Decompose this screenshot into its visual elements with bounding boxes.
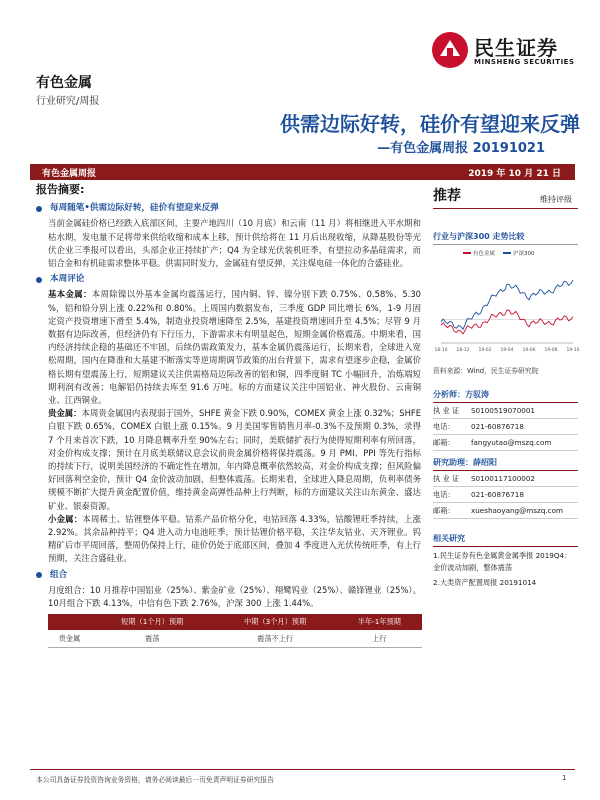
header-bar	[30, 164, 575, 180]
brand-logo	[430, 30, 580, 74]
assistant-heading: 研究助理：薛绍阳	[433, 457, 578, 471]
table-cell: 上行	[337, 630, 422, 648]
paragraph-text: 本周除镍以外基本金属均震荡运行，国内铜、锌、镍分别下跌 0.75%、0.58%、5.30 %，铝和铅分别上涨 0.22%和 0.80%。上周国内数据发布，三季度 GDP 同比增长 6%，1-9 月固定资产投资增速下滑至 5.4%，制造业投资增速降至 2.5%，基建投资增速回升至 4.5%；尽管 9 月数据有边际改善，但经济仍有下行压力，下游需求未有明显起色，短期金属价格震荡。中期来看，国内经济持续企稳的基础还不牢固，后续仍需政策发力，基本金属仍震荡运行，长期来看，全球进入宽松周期，国内在降准和大基建不断落实等逆周期调节政策的出台背景下，需求有望逐步企稳，金属价格长期有望震荡上行，短期建议关注供需格局边际改善的铝和铜，四季度铜 TC 小幅回升，冶炼端短期利润有改善；电解铝仍持续去库至 91.6 万吨。标的方面建议关注中国铝业、神火股份、云南铜业、江西铜业。	[48, 289, 421, 406]
table-header: 中期（3个月）预期	[214, 614, 337, 629]
chart-source: 资料来源：Wind，民生证券研究院	[433, 367, 539, 375]
table-cell: 贵金属	[48, 630, 91, 648]
table-row	[48, 630, 422, 648]
info-row	[433, 487, 578, 503]
page-number: 1	[562, 774, 567, 782]
chart-title: 行业与沪深300 走势比较	[433, 231, 578, 245]
paragraph	[48, 513, 421, 566]
paragraph-text: 本周贵金属国内表现弱于国外，SHFE 黄金下跌 0.90%，COMEX 黄金上涨 0.32%；SHFE 白银下跌 0.65%，COMEX 白银上涨 0.15%。9 月美国零售销售月率-0.3%不及预期 0.3%，录得 7 个月来首次下跌，10 月降息概率升至 90%左右；同时，美联储扩表行为使得短期利率有所回落，对金价构成支撑；预计在月底美联储议息会议前贵金属价格将保持震荡。9 月 PMI、PPI 等先行指标的持续下行，说明美国经济的不确定性在增加，年内降息概率依然较高，对金价构成支撑；但风险偏好回落利空金价，预计 Q4 金价波动加剧，但整体震荡。长期来看，全球进入降息周期，负利率债务规模不断扩大提升黄金配置价值，维持黄金高弹性品种上行判断，标的方面建议关注山东黄金、盛达矿业、银泰资源。	[48, 408, 421, 511]
bullet-icon	[36, 206, 42, 212]
paragraph-text: 月度组合：10 月推荐中国铝业（25%）、紫金矿业（25%）、翔鹭钨业（25%）、赣锋锂业（25%）。10月组合下跌 4.13%，中信有色下跌 2.76%，沪深 300 上涨 1.44%。	[48, 584, 421, 609]
section-heading-text: 每周随笔•供需边际好转，硅价有望迎来反弹	[50, 203, 219, 214]
report-category: 行业研究/周报	[36, 96, 100, 107]
info-row	[433, 471, 578, 487]
related-heading: 相关研究	[433, 533, 578, 547]
table-header	[48, 614, 91, 629]
paragraph	[48, 288, 421, 407]
related-report-link[interactable]: 1.民生证券有色金属黄金属季报 2019Q4：金价波动加剧，整体震荡	[433, 551, 572, 572]
info-key: 执 业 证	[433, 474, 460, 483]
legend-label: 沪深300	[513, 251, 535, 257]
section-heading-text: 本周评论	[50, 274, 85, 285]
legend-swatch	[503, 252, 511, 254]
x-tick-label: 19-02	[478, 348, 492, 353]
info-key: 邮箱：	[433, 506, 455, 515]
table-header-row	[48, 614, 422, 629]
report-series: 有色金属周报	[42, 169, 97, 179]
info-row	[433, 403, 578, 419]
trend-chart	[433, 247, 578, 355]
recommendation: 推荐	[433, 188, 461, 204]
legend-item	[503, 249, 535, 257]
report-date: 2019 年 10 月 21 日	[468, 169, 561, 179]
footer-disclaimer: 本公司具备证券投资咨询业务资格，请务必阅读最后一页免责声明证券研究报告	[36, 776, 274, 784]
paragraph-lead: 贵金属：	[48, 408, 82, 419]
paragraph	[48, 584, 421, 610]
legend-item	[463, 249, 495, 257]
bullet-icon	[36, 277, 42, 283]
legend-label: 有色金属	[473, 251, 496, 257]
rating-label: 维持评级	[540, 195, 572, 204]
section-heading	[36, 202, 421, 215]
bullet-icon	[36, 572, 42, 578]
paragraph-lead: 小金属：	[48, 513, 83, 524]
info-key: 执 业 证	[433, 406, 460, 415]
outlook-table	[48, 614, 422, 647]
info-value: S0100117100002	[471, 474, 536, 483]
x-tick-label: 19-10	[566, 348, 580, 353]
x-tick-label: 19-08	[544, 348, 558, 353]
email-link[interactable]: fangyutao@mszq.com	[471, 438, 552, 447]
chart-container	[433, 247, 578, 355]
industry-label: 有色金属	[36, 75, 92, 91]
paragraph-lead: 基本金属：	[48, 289, 92, 300]
info-key: 电话：	[433, 422, 455, 431]
x-tick-label: 19-06	[522, 348, 536, 353]
section-heading	[36, 273, 421, 286]
x-tick-label: 19-04	[500, 348, 514, 353]
paragraph-text: 当前金属硅价格已经跌入底部区间，主要产地四川（10 月底）和云南（11 月）将相继进入平水期和枯水期，发电量不足将带来供给收缩和成本上移，预计供给将在 11 月后出现收缩，从降基股份等光伏企业三季报可以看出，头部企业正持续扩产；Q4 为全球光伏装机旺季，有望拉动多晶硅需求，而铝合金和有机硅需求整体平稳。供需同时发力，金属硅有望反弹，关注煤电硅一体化的合盛硅业。	[48, 218, 421, 269]
x-tick-label: 18-12	[456, 348, 470, 353]
report-subtitle: —有色金属周报 20191021	[377, 141, 545, 156]
related-report-link[interactable]: 2.大类资产配置周报 20191014	[433, 578, 537, 587]
report-title: 供需边际好转，硅价有望迎来反弹	[280, 112, 580, 136]
email-link[interactable]: xueshaoyang@mszq.com	[471, 506, 564, 515]
table-header: 短期（1个月）预期	[91, 614, 214, 629]
summary-column	[36, 183, 421, 648]
info-value: S0100519070001	[471, 406, 536, 415]
x-tick-label: 18-10	[434, 348, 448, 353]
brand-mark-icon	[430, 30, 470, 70]
table-header: 半年-1年预期	[337, 614, 422, 629]
chart-legend	[463, 249, 535, 257]
table-cell: 震荡不上行	[214, 630, 337, 648]
info-key: 电话：	[433, 490, 455, 499]
info-row	[433, 503, 578, 519]
summary-title: 报告摘要:	[36, 183, 85, 196]
section-heading-text: 组合	[50, 569, 68, 580]
series-line	[441, 310, 573, 334]
info-row	[433, 435, 578, 451]
brand-name: 民生证券	[474, 36, 558, 60]
info-row	[433, 419, 578, 435]
info-value: 021-60876718	[471, 422, 524, 431]
recommendation-row	[433, 185, 578, 209]
table-cell: 震荡	[91, 630, 214, 648]
analyst-heading: 分析师：方驭涛	[433, 389, 578, 403]
sidebar-column	[433, 185, 578, 589]
paragraph	[48, 217, 421, 270]
section-heading	[36, 569, 421, 582]
info-value: 021-60876718	[471, 490, 524, 499]
info-key: 邮箱：	[433, 438, 455, 447]
series-line	[441, 280, 573, 329]
legend-swatch	[463, 252, 471, 254]
paragraph-text: 本周稀土、钴锂整体平稳。钴系产品价格分化，电钴回落 4.33%，钴酸锂旺季持续，上涨 2.92%。其余品种持平；Q4 进入动力电池旺季，预计钴锂价格平稳，关注华友钴业、天齐锂业。钨精矿后市平周回落，整周仍保持上行，硅价仍处于底部区间，叠加 4 季度进入光伏传统旺季，有上行预期，关注合盛硅业。	[48, 513, 422, 564]
brand-name-en: MINSHENG SECURITIES	[474, 58, 575, 66]
footer-divider	[30, 769, 575, 770]
paragraph	[48, 407, 421, 513]
